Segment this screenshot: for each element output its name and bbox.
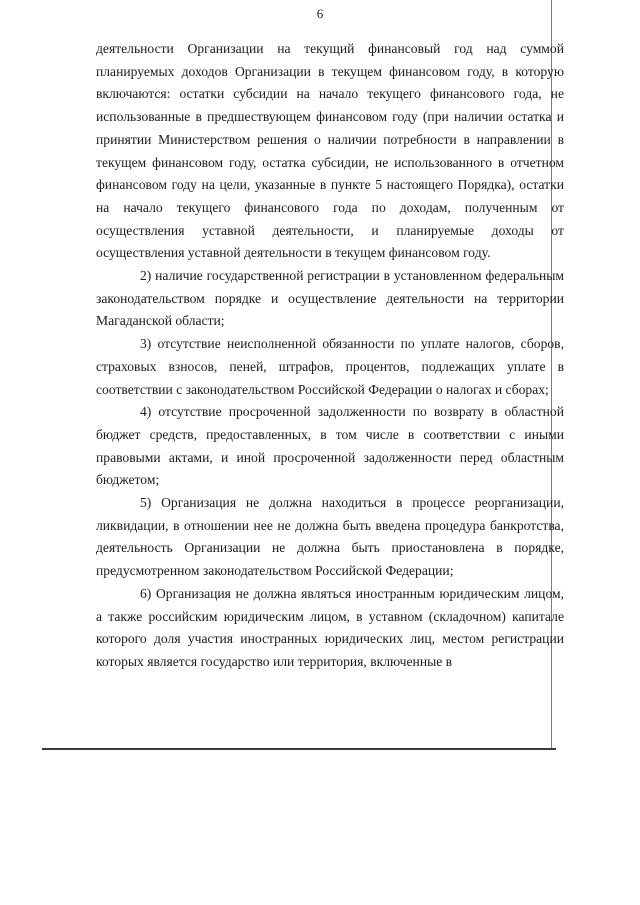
paragraph-item-6: 6) Организация не должна являться иностранным юридическим лицом, а также российским юридическим лицом, в уставном (складочном) капитале которого доля участия иностранных юридических лиц, местом регистрации которых является государство или территория, включенные в [96, 585, 564, 669]
page-number: 6 [316, 6, 324, 21]
paragraph-item-5: 5) Организация не должна находиться в процессе реорганизации, ликвидации, в отношении нее не должна быть введена процедура банкротства, деятельность Организации не должна быть приостановлена в порядке, предусмотренном законодательством Российской Федерации; [96, 495, 564, 579]
document-body [96, 38, 564, 674]
paragraph-continuation: деятельности Организации на текущий финансовый год над суммой планируемых доходов Организации в текущем финансовом году, в которую включаются: остатки субсидии на начало текущего финансового года, не использованные в предшествующем финансовом году (при наличии остатка и принятии Министерством решения о наличии потребности в направлении в текущем финансовом году, остатка субсидии, не использованного в отчетном финансовом году на цели, указанные в пункте 5 настоящего Порядка), остатки на начало текущего финансового года по доходам, полученным от осуществления уставной деятельности, и планируемые доходы от осуществления уставной деятельности в текущем финансовом году. [96, 41, 564, 261]
paragraph-item-2: 2) наличие государственной регистрации в установленном федеральным законодательством порядке и осуществление деятельности на территории Магаданской области; [96, 268, 564, 329]
bottom-rule [42, 748, 556, 750]
paragraph-item-4: 4) отсутствие просроченной задолженности по возврату в областной бюджет средств, предоставленных, в том числе в соответствии с иными правовыми актами, и иной просроченной задолженности перед областным бюджетом; [96, 404, 564, 488]
paragraph-item-3: 3) отсутствие неисполненной обязанности по уплате налогов, сборов, страховых взносов, пеней, штрафов, процентов, подлежащих уплате в соответствии с законодательством Российской Федерации о налогах и сборах; [96, 336, 564, 397]
